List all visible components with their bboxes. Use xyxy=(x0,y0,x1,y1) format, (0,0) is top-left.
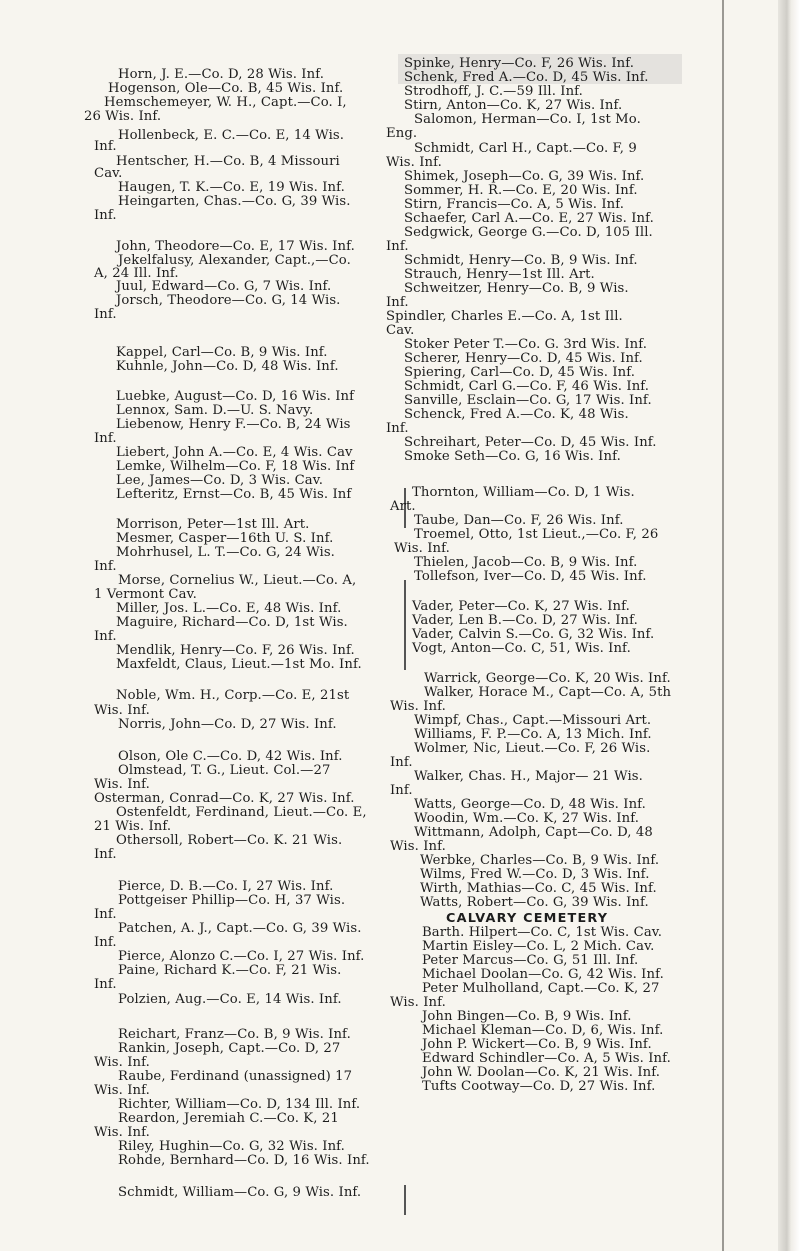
roster-line: Noble, Wm. H., Corp.—Co. E, 21st xyxy=(116,688,350,703)
roster-line: Michael Kleman—Co. D, 6, Wis. Inf. xyxy=(422,1023,664,1038)
roster-line: Edward Schindler—Co. A, 5 Wis. Inf. xyxy=(422,1051,671,1066)
roster-line: Cav. xyxy=(386,323,415,338)
roster-line: Tollefson, Iver—Co. D, 45 Wis. Inf. xyxy=(414,569,647,584)
roster-line: Werbke, Charles—Co. B, 9 Wis. Inf. xyxy=(420,853,660,868)
roster-line: Stoker Peter T.—Co. G. 3rd Wis. Inf. xyxy=(404,337,648,352)
roster-line: Reardon, Jeremiah C.—Co. K, 21 xyxy=(118,1111,339,1126)
roster-line: Schweitzer, Henry—Co. B, 9 Wis. xyxy=(404,281,629,296)
roster-line: Olmstead, T. G., Lieut. Col.—27 xyxy=(118,763,331,778)
roster-line: Schmidt, Henry—Co. B, 9 Wis. Inf. xyxy=(404,253,638,268)
roster-line: Horn, J. E.—Co. D, 28 Wis. Inf. xyxy=(118,67,325,82)
roster-line: Hollenbeck, E. C.—Co. E, 14 Wis. xyxy=(118,128,345,143)
roster-line: Spiering, Carl—Co. D, 45 Wis. Inf. xyxy=(404,365,636,380)
roster-line: Wis. Inf. xyxy=(94,703,150,718)
roster-line: Schreihart, Peter—Co. D, 45 Wis. Inf. xyxy=(404,435,657,450)
roster-line: Liebenow, Henry F.—Co. B, 24 Wis xyxy=(116,417,351,432)
roster-line: Inf. xyxy=(390,783,413,798)
roster-line: Salomon, Herman—Co. I, 1st Mo. xyxy=(414,112,641,127)
roster-line: Watts, Robert—Co. G, 39 Wis. Inf. xyxy=(420,895,649,910)
roster-line: Sanville, Esclain—Co. G, 17 Wis. Inf. xyxy=(404,393,652,408)
page-edge-line xyxy=(722,0,724,1251)
roster-line: Maguire, Richard—Co. D, 1st Wis. xyxy=(116,615,348,630)
roster-line: John, Theodore—Co. E, 17 Wis. Inf. xyxy=(116,239,355,254)
roster-line: Thornton, William—Co. D, 1 Wis. xyxy=(412,485,635,500)
roster-line: Schenck, Fred A.—Co. K, 48 Wis. xyxy=(404,407,629,422)
roster-line: Thielen, Jacob—Co. B, 9 Wis. Inf. xyxy=(414,555,638,570)
roster-line: Wilms, Fred W.—Co. D, 3 Wis. Inf. xyxy=(420,867,650,882)
roster-line: Wolmer, Nic, Lieut.—Co. F, 26 Wis. xyxy=(414,741,651,756)
roster-line: Miller, Jos. L.—Co. E, 48 Wis. Inf. xyxy=(116,601,342,616)
roster-line: Mohrhusel, L. T.—Co. G, 24 Wis. xyxy=(116,545,335,560)
roster-line: Pierce, Alonzo C.—Co. I, 27 Wis. Inf. xyxy=(118,949,365,964)
roster-line: Strauch, Henry—1st Ill. Art. xyxy=(404,267,595,282)
roster-line: Inf. xyxy=(94,977,117,992)
roster-line: Stirn, Francis—Co. A, 5 Wis. Inf. xyxy=(404,197,625,212)
column-rule xyxy=(404,1185,406,1215)
roster-line: Rankin, Joseph, Capt.—Co. D, 27 xyxy=(118,1041,341,1056)
roster-line: Juul, Edward—Co. G, 7 Wis. Inf. xyxy=(116,279,332,294)
roster-line: Schmidt, William—Co. G, 9 Wis. Inf. xyxy=(118,1185,362,1200)
column-rule xyxy=(404,580,406,670)
roster-line: Schenk, Fred A.—Co. D, 45 Wis. Inf. xyxy=(404,70,649,85)
roster-line: John P. Wickert—Co. B, 9 Wis. Inf. xyxy=(422,1037,652,1052)
roster-line: Polzien, Aug.—Co. E, 14 Wis. Inf. xyxy=(118,992,342,1007)
roster-line: Jorsch, Theodore—Co. G, 14 Wis. xyxy=(116,293,341,308)
roster-line: Pottgeiser Phillip—Co. H, 37 Wis. xyxy=(118,893,346,908)
roster-line: Rohde, Bernhard—Co. D, 16 Wis. Inf. xyxy=(118,1153,370,1168)
roster-line: Lee, James—Co. D, 3 Wis. Cav. xyxy=(116,473,324,488)
roster-line: Woodin, Wm.—Co. K, 27 Wis. Inf. xyxy=(414,811,639,826)
page-edge-shadow xyxy=(778,0,800,1251)
roster-line: Schmidt, Carl G.—Co. F, 46 Wis. Inf. xyxy=(404,379,650,394)
roster-line: Art. xyxy=(390,499,416,514)
roster-line: Inf. xyxy=(390,755,413,770)
roster-line: Spindler, Charles E.—Co. A, 1st Ill. xyxy=(386,309,623,324)
roster-line: Watts, George—Co. D, 48 Wis. Inf. xyxy=(414,797,646,812)
roster-line: Inf. xyxy=(94,935,117,950)
roster-line: Warrick, George—Co. K, 20 Wis. Inf. xyxy=(424,671,671,686)
roster-line: Wis. Inf. xyxy=(94,777,150,792)
roster-line: Barth. Hilpert—Co. C, 1st Wis. Cav. xyxy=(422,925,663,940)
roster-line: Smoke Seth—Co. G, 16 Wis. Inf. xyxy=(404,449,621,464)
roster-line: A, 24 Ill. Inf. xyxy=(94,266,179,281)
roster-line: Inf. xyxy=(94,559,117,574)
roster-line: Inf. xyxy=(386,239,409,254)
roster-line: Scherer, Henry—Co. D, 45 Wis. Inf. xyxy=(404,351,643,366)
roster-line: Riley, Hughin—Co. G, 32 Wis. Inf. xyxy=(118,1139,345,1154)
roster-line: Inf. xyxy=(94,139,117,154)
roster-line: Inf. xyxy=(94,629,117,644)
roster-line: Wis. Inf. xyxy=(94,1125,150,1140)
roster-line: Ostenfeldt, Ferdinand, Lieut.—Co. E, xyxy=(116,805,367,820)
roster-line: Inf. xyxy=(94,307,117,322)
roster-line: Inf. xyxy=(94,907,117,922)
roster-line: Wis. Inf. xyxy=(390,995,446,1010)
roster-line: Hentscher, H.—Co. B, 4 Missouri xyxy=(116,154,340,169)
roster-line: Liebert, John A.—Co. E, 4 Wis. Cav xyxy=(116,445,353,460)
roster-line: Inf. xyxy=(386,421,409,436)
roster-line: Wis. Inf. xyxy=(390,839,446,854)
roster-line: Lefteritz, Ernst—Co. B, 45 Wis. Inf xyxy=(116,487,352,502)
roster-line: Schaefer, Carl A.—Co. E, 27 Wis. Inf. xyxy=(404,211,654,226)
roster-line: Inf. xyxy=(94,208,117,223)
roster-line: Richter, William—Co. D, 134 Ill. Inf. xyxy=(118,1097,361,1112)
roster-line: Morrison, Peter—1st Ill. Art. xyxy=(116,517,310,532)
roster-line: Heingarten, Chas.—Co. G, 39 Wis. xyxy=(118,194,351,209)
roster-line: Hemschemeyer, W. H., Capt.—Co. I, xyxy=(104,95,347,110)
roster-line: John W. Doolan—Co. K, 21 Wis. Inf. xyxy=(422,1065,661,1080)
roster-line: Vader, Len B.—Co. D, 27 Wis. Inf. xyxy=(412,613,638,628)
roster-line: Luebke, August—Co. D, 16 Wis. Inf xyxy=(116,389,355,404)
roster-line: Troemel, Otto, 1st Lieut.,—Co. F, 26 xyxy=(414,527,659,542)
roster-line: Shimek, Joseph—Co. G, 39 Wis. Inf. xyxy=(404,169,645,184)
roster-line: Paine, Richard K.—Co. F, 21 Wis. xyxy=(118,963,342,978)
roster-line: Wirth, Mathias—Co. C, 45 Wis. Inf. xyxy=(420,881,657,896)
roster-line: Wis. Inf. xyxy=(94,1083,150,1098)
roster-line: Sommer, H. R.—Co. E, 20 Wis. Inf. xyxy=(404,183,638,198)
roster-line: Spinke, Henry—Co. F, 26 Wis. Inf. xyxy=(404,56,635,71)
roster-line: Morse, Cornelius W., Lieut.—Co. A, xyxy=(118,573,357,588)
roster-line: Hogenson, Ole—Co. B, 45 Wis. Inf. xyxy=(108,81,344,96)
roster-line: Sedgwick, George G.—Co. D, 105 Ill. xyxy=(404,225,653,240)
roster-line: Mesmer, Casper—16th U. S. Inf. xyxy=(116,531,334,546)
roster-line: Wittmann, Adolph, Capt—Co. D, 48 xyxy=(414,825,653,840)
roster-line: Peter Marcus—Co. G, 51 Ill. Inf. xyxy=(422,953,639,968)
roster-line: Patchen, A. J., Capt.—Co. G, 39 Wis. xyxy=(118,921,362,936)
roster-line: Wis. Inf. xyxy=(390,699,446,714)
roster-line: Inf. xyxy=(94,431,117,446)
roster-line: Kappel, Carl—Co. B, 9 Wis. Inf. xyxy=(116,345,328,360)
roster-line: Stirn, Anton—Co. K, 27 Wis. Inf. xyxy=(404,98,623,113)
roster-line: Vader, Calvin S.—Co. G, 32 Wis. Inf. xyxy=(412,627,655,642)
roster-line: Jekelfalusy, Alexander, Capt.,—Co. xyxy=(118,253,351,268)
roster-line: Kuhnle, John—Co. D, 48 Wis. Inf. xyxy=(116,359,339,374)
roster-line: 26 Wis. Inf. xyxy=(84,109,162,124)
roster-line: Peter Mulholland, Capt.—Co. K, 27 xyxy=(422,981,660,996)
section-heading: CALVARY CEMETERY xyxy=(446,911,609,926)
roster-line: Mendlik, Henry—Co. F, 26 Wis. Inf. xyxy=(116,643,355,658)
roster-line: Eng. xyxy=(386,126,418,141)
roster-line: Vogt, Anton—Co. C, 51, Wis. Inf. xyxy=(412,641,631,656)
roster-line: Wis. Inf. xyxy=(386,155,442,170)
roster-line: John Bingen—Co. B, 9 Wis. Inf. xyxy=(422,1009,632,1024)
roster-line: 1 Vermont Cav. xyxy=(94,587,197,602)
roster-line: Wis. Inf. xyxy=(394,541,450,556)
roster-line: Taube, Dan—Co. F, 26 Wis. Inf. xyxy=(414,513,624,528)
roster-line: Vader, Peter—Co. K, 27 Wis. Inf. xyxy=(412,599,630,614)
roster-line: Inf. xyxy=(386,295,409,310)
roster-line: Olson, Ole C.—Co. D, 42 Wis. Inf. xyxy=(118,749,343,764)
roster-line: Cav. xyxy=(94,166,123,181)
roster-line: Martin Eisley—Co. L, 2 Mich. Cav. xyxy=(422,939,655,954)
roster-line: Norris, John—Co. D, 27 Wis. Inf. xyxy=(118,717,337,732)
roster-line: Walker, Chas. H., Major— 21 Wis. xyxy=(414,769,643,784)
roster-line: Walker, Horace M., Capt—Co. A, 5th xyxy=(424,685,672,700)
roster-line: Pierce, D. B.—Co. I, 27 Wis. Inf. xyxy=(118,879,334,894)
roster-line: Reichart, Franz—Co. B, 9 Wis. Inf. xyxy=(118,1027,351,1042)
roster-line: Inf. xyxy=(94,847,117,862)
roster-line: Strodhoff, J. C.—59 Ill. Inf. xyxy=(404,84,583,99)
roster-line: Schmidt, Carl H., Capt.—Co. F, 9 xyxy=(414,141,637,156)
roster-line: Williams, F. P.—Co. A, 13 Mich. Inf. xyxy=(414,727,652,742)
roster-line: Tufts Cootway—Co. D, 27 Wis. Inf. xyxy=(422,1079,656,1094)
roster-line: Michael Doolan—Co. G, 42 Wis. Inf. xyxy=(422,967,664,982)
roster-line: Othersoll, Robert—Co. K. 21 Wis. xyxy=(116,833,343,848)
roster-line: Wis. Inf. xyxy=(94,1055,150,1070)
roster-line: 21 Wis. Inf. xyxy=(94,819,172,834)
roster-line: Raube, Ferdinand (unassigned) 17 xyxy=(118,1069,353,1084)
roster-line: Lemke, Wilhelm—Co. F, 18 Wis. Inf xyxy=(116,459,355,474)
roster-line: Lennox, Sam. D.—U. S. Navy. xyxy=(116,403,314,418)
roster-line: Wimpf, Chas., Capt.—Missouri Art. xyxy=(414,713,652,728)
roster-line: Haugen, T. K.—Co. E, 19 Wis. Inf. xyxy=(118,180,345,195)
roster-line: Maxfeldt, Claus, Lieut.—1st Mo. Inf. xyxy=(116,657,362,672)
roster-line: Osterman, Conrad—Co. K, 27 Wis. Inf. xyxy=(94,791,355,806)
